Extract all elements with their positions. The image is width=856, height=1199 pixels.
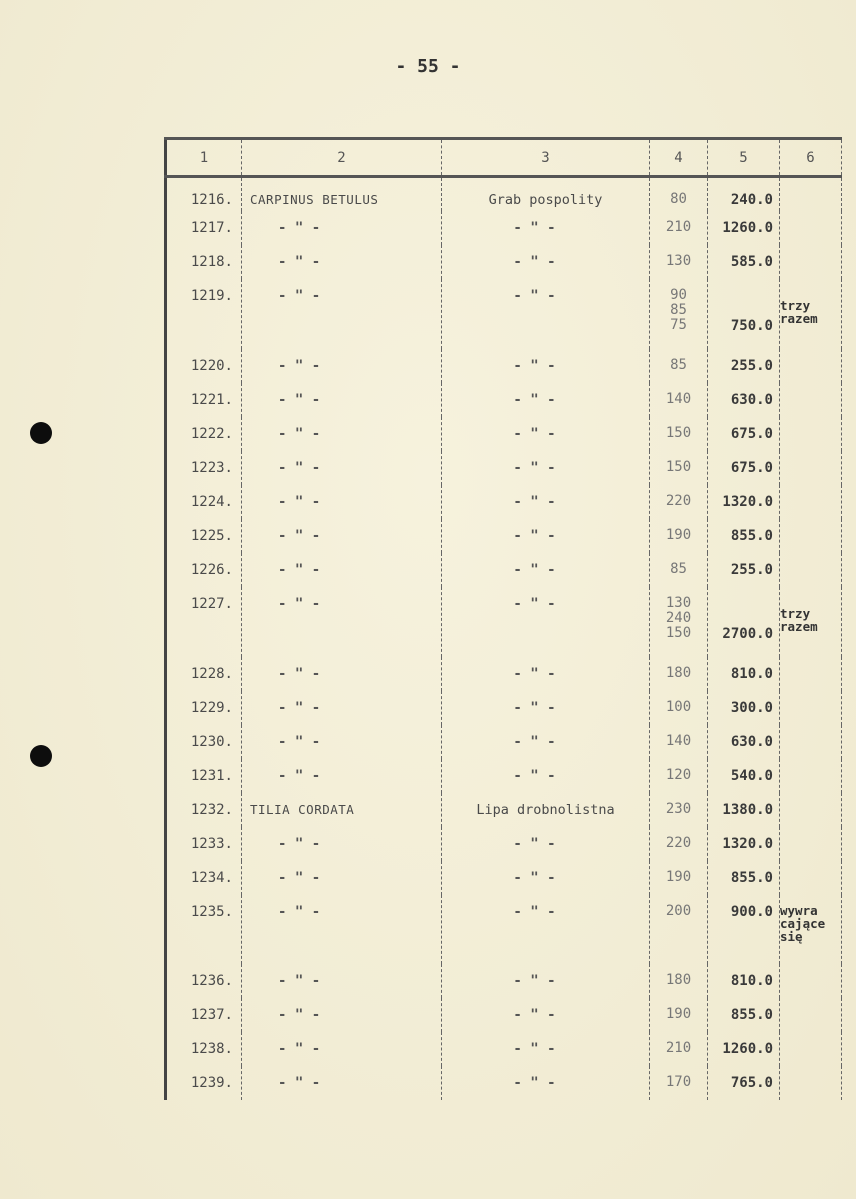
latin-name: - " - (242, 245, 442, 279)
circumference (650, 1032, 708, 1066)
circumference-value: 190 (665, 1005, 692, 1022)
latin-name: - " - (242, 383, 442, 417)
latin-name: CARPINUS BETULUS (242, 177, 442, 211)
table-row (166, 553, 842, 587)
circumference-value: 150 (665, 624, 692, 641)
volume: 585.0 (708, 245, 780, 279)
circumference (650, 964, 708, 998)
circumference-value: 150 (665, 424, 692, 441)
latin-name: - " - (242, 587, 442, 657)
circumference-value: 85 (670, 356, 687, 373)
volume: 675.0 (708, 451, 780, 485)
circumference (650, 657, 708, 691)
remark (780, 725, 842, 759)
row-number: 1220. (166, 349, 242, 383)
circumference (650, 553, 708, 587)
circumference (650, 519, 708, 553)
polish-name: - " - (442, 964, 650, 998)
row-number: 1229. (166, 691, 242, 725)
circumference-value: 80 (670, 191, 687, 207)
table-row (166, 383, 842, 417)
table-row (166, 827, 842, 861)
row-number: 1239. (166, 1066, 242, 1100)
table-row (166, 895, 842, 964)
latin-name: - " - (242, 759, 442, 793)
table-row (166, 1032, 842, 1066)
circumference-value: 220 (665, 834, 692, 851)
volume: 765.0 (708, 1066, 780, 1100)
volume: 1260.0 (708, 1032, 780, 1066)
row-number: 1216. (166, 177, 242, 211)
latin-name: - " - (242, 519, 442, 553)
circumference-value: 150 (665, 458, 692, 475)
row-number: 1232. (166, 793, 242, 827)
latin-name: - " - (242, 998, 442, 1032)
volume: 300.0 (708, 691, 780, 725)
polish-name: Lipa drobnolistna (442, 793, 650, 827)
polish-name: - " - (442, 827, 650, 861)
circumference-value: 120 (665, 766, 692, 783)
remark (780, 417, 842, 451)
remark (780, 383, 842, 417)
latin-name: TILIA CORDATA (242, 793, 442, 827)
volume: 855.0 (708, 861, 780, 895)
row-number: 1230. (166, 725, 242, 759)
volume: 855.0 (708, 519, 780, 553)
table-row (166, 177, 842, 211)
latin-name: - " - (242, 1032, 442, 1066)
volume: 630.0 (708, 725, 780, 759)
polish-name: - " - (442, 1066, 650, 1100)
table-row (166, 964, 842, 998)
circumference (650, 691, 708, 725)
row-number: 1217. (166, 211, 242, 245)
remark (780, 964, 842, 998)
polish-name: - " - (442, 349, 650, 383)
table-row (166, 1066, 842, 1100)
circumference-value: 75 (670, 316, 687, 333)
circumference (650, 1066, 708, 1100)
volume: 1260.0 (708, 211, 780, 245)
remark (780, 177, 842, 211)
polish-name: - " - (442, 725, 650, 759)
circumference-value: 170 (665, 1073, 692, 1090)
polish-name: - " - (442, 485, 650, 519)
circumference (650, 895, 708, 964)
latin-name: - " - (242, 1066, 442, 1100)
circumference (650, 417, 708, 451)
polish-name: - " - (442, 895, 650, 964)
row-number: 1224. (166, 485, 242, 519)
latin-name: - " - (242, 895, 442, 964)
table-row (166, 725, 842, 759)
volume: 750.0 (708, 279, 780, 349)
circumference-value: 85 (670, 560, 687, 577)
latin-name: - " - (242, 451, 442, 485)
row-number: 1227. (166, 587, 242, 657)
latin-name: - " - (242, 964, 442, 998)
circumference-value: 210 (665, 1039, 692, 1056)
circumference-value: 140 (665, 732, 692, 749)
polish-name: - " - (442, 861, 650, 895)
latin-name: - " - (242, 725, 442, 759)
circumference (650, 759, 708, 793)
circumference-value: 85 (670, 301, 687, 318)
polish-name: - " - (442, 279, 650, 349)
polish-name: - " - (442, 998, 650, 1032)
latin-name: - " - (242, 827, 442, 861)
row-number: 1226. (166, 553, 242, 587)
polish-name: Grab pospolity (442, 177, 650, 211)
remark (780, 759, 842, 793)
polish-name: - " - (442, 553, 650, 587)
row-number: 1222. (166, 417, 242, 451)
table-row (166, 657, 842, 691)
remark (780, 451, 842, 485)
table-row (166, 417, 842, 451)
latin-name: - " - (242, 553, 442, 587)
table-row (166, 451, 842, 485)
circumference-value: 180 (665, 971, 692, 988)
row-number: 1231. (166, 759, 242, 793)
volume: 1320.0 (708, 485, 780, 519)
circumference-value: 140 (665, 390, 692, 407)
row-number: 1219. (166, 279, 242, 349)
circumference-value: 230 (665, 800, 692, 817)
circumference-value: 90 (670, 286, 687, 303)
row-number: 1228. (166, 657, 242, 691)
circumference (650, 383, 708, 417)
row-number: 1233. (166, 827, 242, 861)
circumference (650, 245, 708, 279)
volume: 630.0 (708, 383, 780, 417)
remark: trzy razem (780, 279, 842, 349)
punch-hole-bottom (30, 745, 52, 767)
circumference (650, 279, 708, 349)
page-number: - 55 - (395, 56, 461, 77)
remark (780, 553, 842, 587)
row-number: 1236. (166, 964, 242, 998)
circumference-value: 190 (665, 526, 692, 543)
circumference-value: 220 (665, 492, 692, 509)
circumference-value: 240 (665, 609, 692, 626)
table-row (166, 691, 842, 725)
circumference (650, 725, 708, 759)
remark (780, 793, 842, 827)
volume: 540.0 (708, 759, 780, 793)
remark (780, 1066, 842, 1100)
circumference-value: 180 (665, 664, 692, 681)
polish-name: - " - (442, 1032, 650, 1066)
remark (780, 519, 842, 553)
remark (780, 349, 842, 383)
header-col-4: 4 (650, 139, 708, 177)
latin-name: - " - (242, 485, 442, 519)
polish-name: - " - (442, 451, 650, 485)
header-col-6: 6 (780, 139, 842, 177)
polish-name: - " - (442, 211, 650, 245)
volume: 255.0 (708, 553, 780, 587)
latin-name: - " - (242, 211, 442, 245)
circumference (650, 793, 708, 827)
remark (780, 245, 842, 279)
circumference (650, 587, 708, 657)
polish-name: - " - (442, 383, 650, 417)
circumference-value: 190 (665, 868, 692, 885)
circumference (650, 998, 708, 1032)
row-number: 1225. (166, 519, 242, 553)
circumference (650, 451, 708, 485)
table-row (166, 519, 842, 553)
header-row (166, 139, 842, 177)
header-col-3: 3 (442, 139, 650, 177)
circumference (650, 861, 708, 895)
header-col-5: 5 (708, 139, 780, 177)
remark (780, 998, 842, 1032)
circumference (650, 211, 708, 245)
remark: trzy razem (780, 587, 842, 657)
remark (780, 211, 842, 245)
row-number: 1223. (166, 451, 242, 485)
table-row (166, 211, 842, 245)
polish-name: - " - (442, 691, 650, 725)
circumference (650, 177, 708, 211)
row-number: 1218. (166, 245, 242, 279)
row-number: 1238. (166, 1032, 242, 1066)
circumference-value: 130 (665, 594, 692, 611)
table-body (166, 177, 842, 1100)
row-number: 1234. (166, 861, 242, 895)
table-row (166, 759, 842, 793)
header-col-2: 2 (242, 139, 442, 177)
latin-name: - " - (242, 279, 442, 349)
polish-name: - " - (442, 759, 650, 793)
latin-name: - " - (242, 657, 442, 691)
table-row (166, 279, 842, 349)
latin-name: - " - (242, 861, 442, 895)
volume: 675.0 (708, 417, 780, 451)
table-row (166, 861, 842, 895)
table-row (166, 998, 842, 1032)
circumference (650, 349, 708, 383)
volume: 240.0 (708, 177, 780, 211)
polish-name: - " - (442, 587, 650, 657)
latin-name: - " - (242, 691, 442, 725)
volume: 810.0 (708, 964, 780, 998)
circumference-value: 200 (665, 902, 692, 919)
table-row (166, 485, 842, 519)
remark: wywra cające się (780, 895, 842, 964)
circumference (650, 827, 708, 861)
table-row (166, 349, 842, 383)
remark (780, 861, 842, 895)
remark (780, 485, 842, 519)
circumference-value: 210 (665, 218, 692, 235)
punch-hole-top (30, 422, 52, 444)
row-number: 1235. (166, 895, 242, 964)
remark (780, 827, 842, 861)
volume: 810.0 (708, 657, 780, 691)
row-number: 1237. (166, 998, 242, 1032)
circumference-value: 100 (665, 698, 692, 715)
row-number: 1221. (166, 383, 242, 417)
volume: 855.0 (708, 998, 780, 1032)
polish-name: - " - (442, 417, 650, 451)
remark (780, 1032, 842, 1066)
remark (780, 657, 842, 691)
volume: 255.0 (708, 349, 780, 383)
volume: 1320.0 (708, 827, 780, 861)
remark (780, 691, 842, 725)
latin-name: - " - (242, 349, 442, 383)
table-row (166, 587, 842, 657)
latin-name: - " - (242, 417, 442, 451)
volume: 1380.0 (708, 793, 780, 827)
tree-inventory-table (164, 137, 842, 1100)
circumference (650, 485, 708, 519)
table-row (166, 793, 842, 827)
circumference-value: 130 (665, 252, 692, 269)
volume: 2700.0 (708, 587, 780, 657)
polish-name: - " - (442, 519, 650, 553)
table-row (166, 245, 842, 279)
volume: 900.0 (708, 895, 780, 964)
polish-name: - " - (442, 657, 650, 691)
polish-name: - " - (442, 245, 650, 279)
header-col-1: 1 (166, 139, 242, 177)
